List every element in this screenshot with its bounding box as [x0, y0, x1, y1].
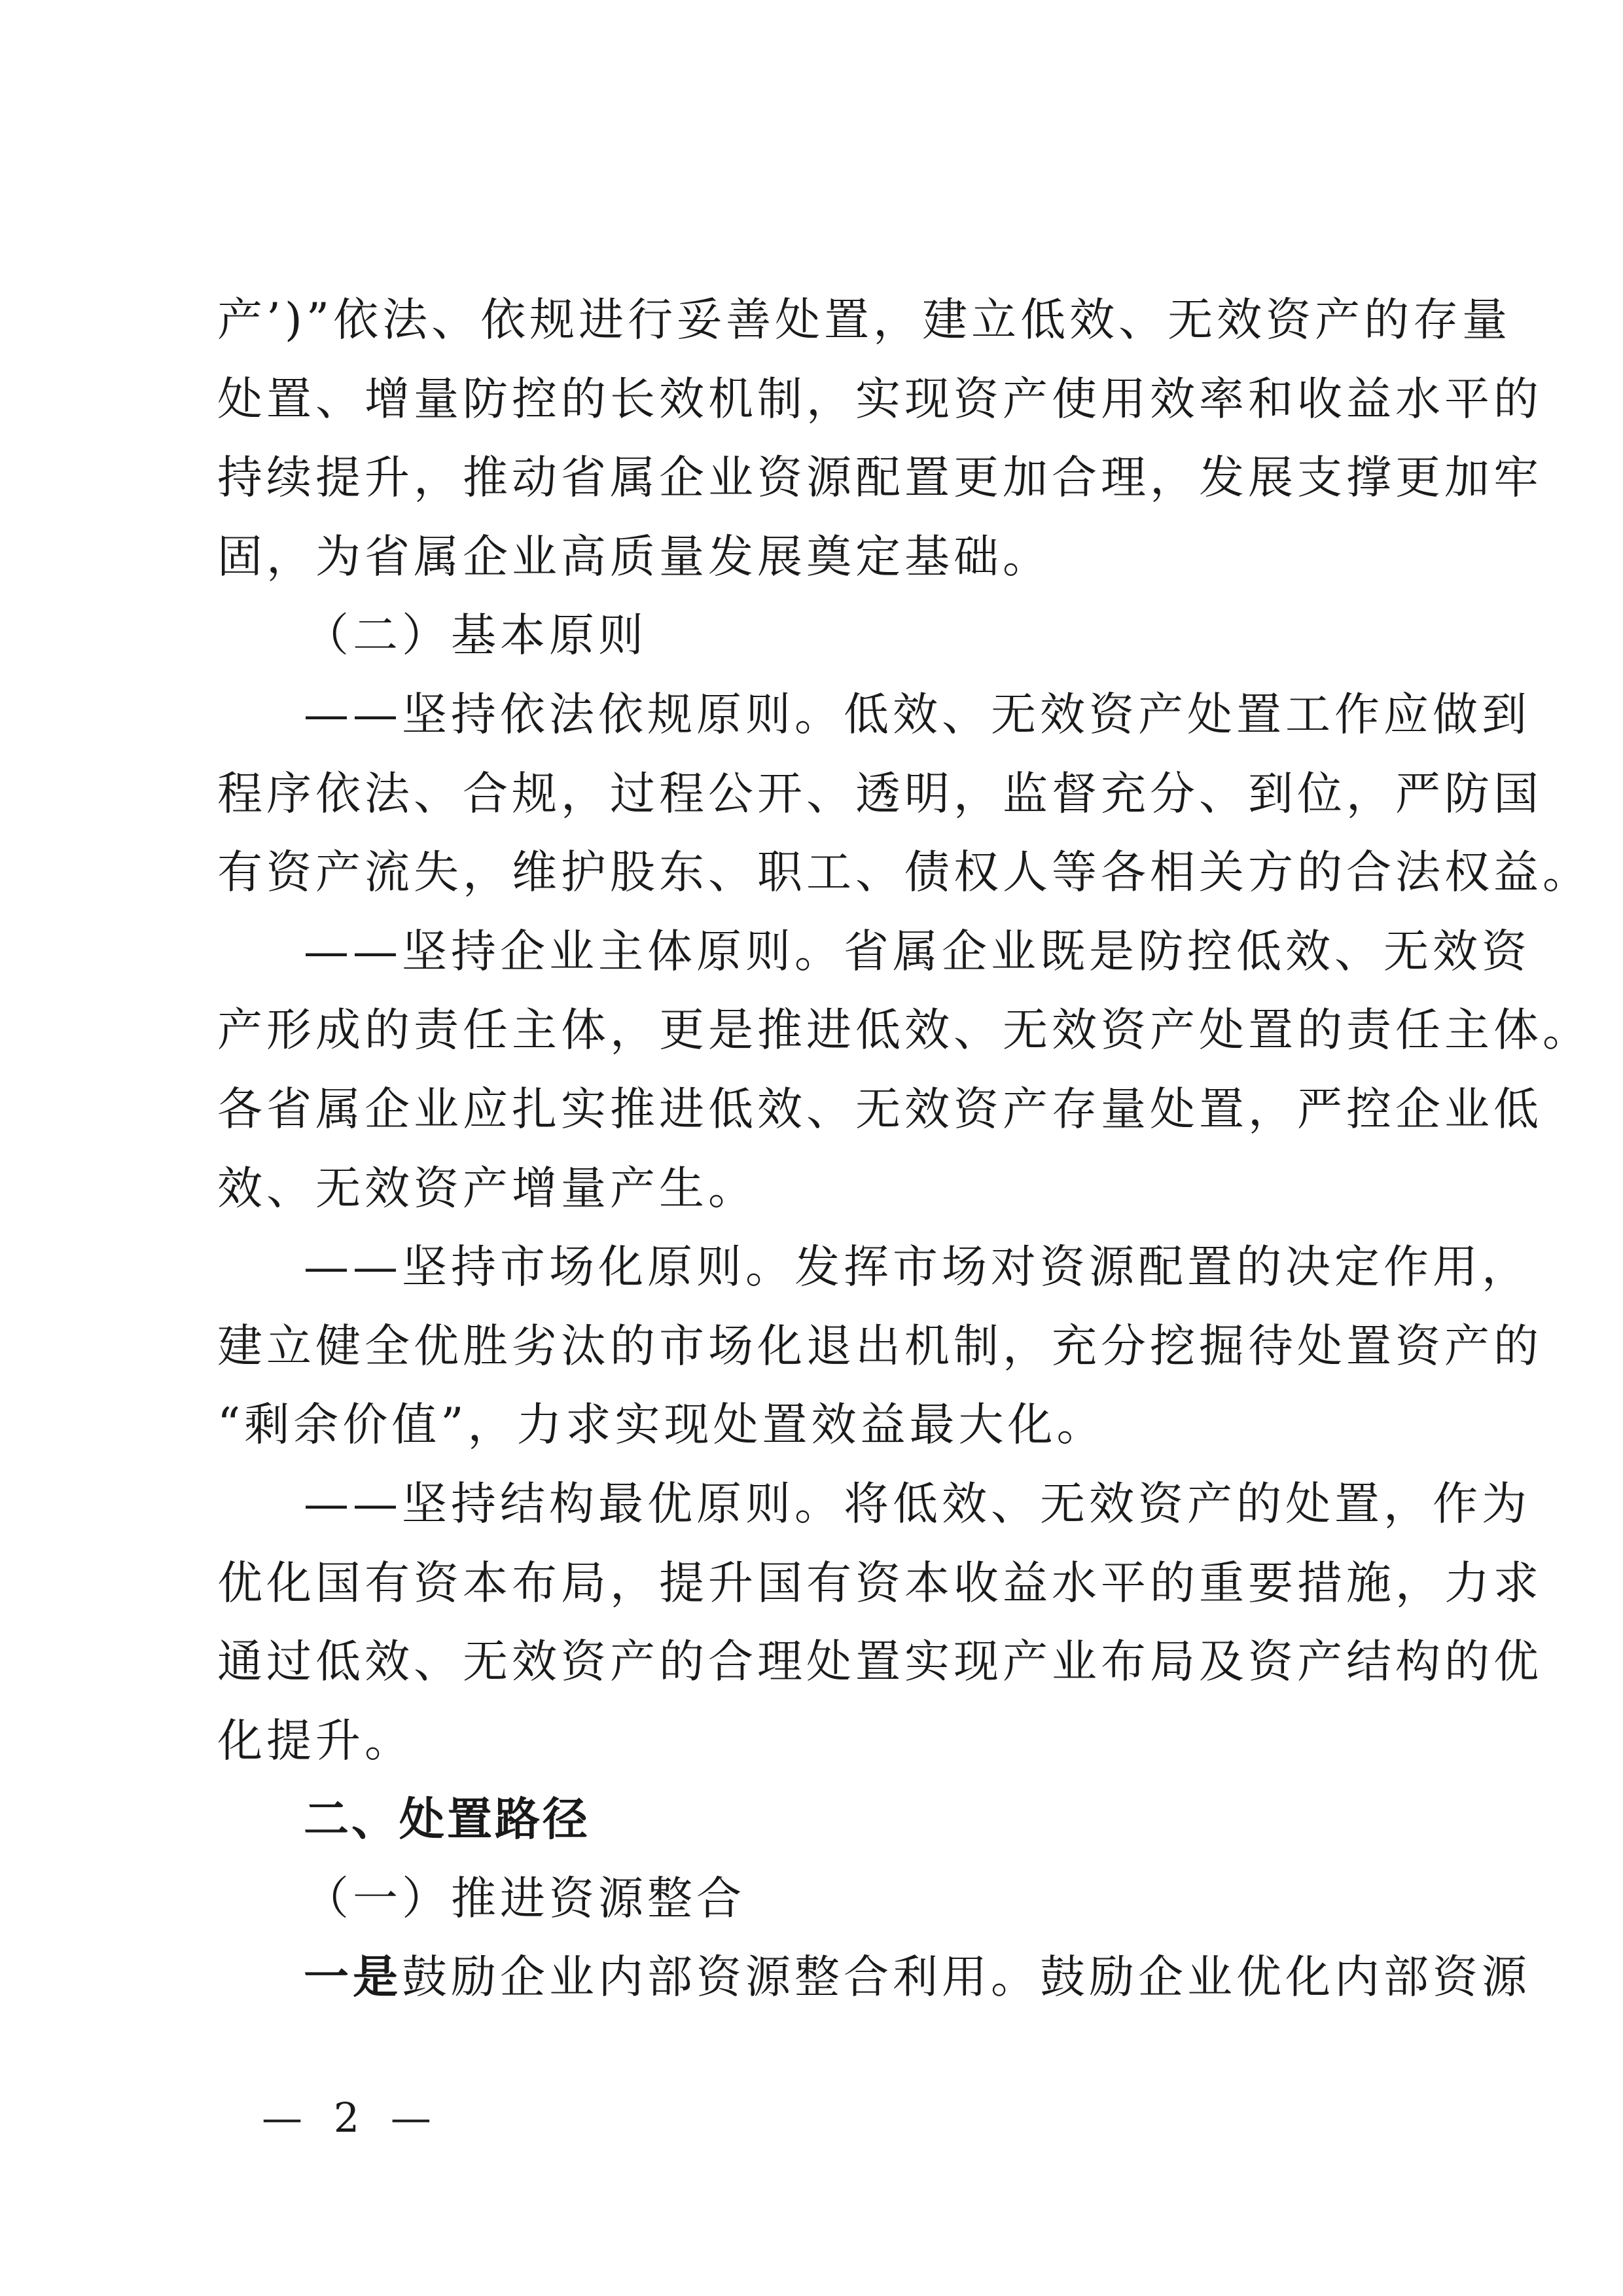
text-line: ——坚持市场化原则。发挥市场对资源配置的决定作用，	[304, 1241, 1531, 1294]
text-line: 建立健全优胜劣汰的市场化退出机制，充分挖掘待处置资产的	[217, 1319, 1543, 1372]
text-line: “剩余价值”，力求实现处置效益最大化。	[217, 1399, 1106, 1452]
text-line: 处置、增量防控的长效机制，实现资产使用效率和收益水平的	[217, 372, 1543, 425]
page-number: — 2 —	[262, 2094, 440, 2142]
text-line: 优化国有资本布局，提升国有资本收益水平的重要措施，力求	[217, 1556, 1543, 1609]
bold-lead-text: 一是	[304, 1951, 402, 2004]
text-line	[217, 1951, 1531, 2032]
text-line: 效、无效资产增量产生。	[217, 1162, 757, 1215]
text-line: 有资产流失，维护股东、职工、债权人等各相关方的合法权益。	[217, 846, 1592, 899]
text-line: 产’)”依法、依规进行妥善处置，建立低效、无效资产的存量	[217, 294, 1512, 346]
text-line: 通过低效、无效资产的合理处置实现产业布局及资产结构的优	[217, 1636, 1543, 1689]
text-line: ——坚持企业主体原则。省属企业既是防控低效、无效资	[304, 925, 1531, 978]
subsection-heading: （二）基本原则	[304, 609, 647, 662]
text-line: 固，为省属企业高质量发展奠定基础。	[217, 530, 1052, 583]
text-line: 程序依法、合规，过程公开、透明，监督充分、到位，严防国	[217, 767, 1543, 820]
line-text: 鼓励企业内部资源整合利用。鼓励企业优化内部资源	[402, 1951, 1531, 2004]
text-line: ——坚持结构最优原则。将低效、无效资产的处置，作为	[304, 1477, 1531, 1530]
text-line: 持续提升，推动省属企业资源配置更加合理，发展支撑更加牢	[217, 452, 1543, 505]
text-line: 化提升。	[217, 1714, 414, 1767]
text-line: 产形成的责任主体，更是推进低效、无效资产处置的责任主体。	[217, 1004, 1592, 1057]
document-body	[217, 294, 1592, 2032]
section-heading: 二、处置路径	[304, 1793, 590, 1846]
text-line: 各省属企业应扎实推进低效、无效资产存量处置，严控企业低	[217, 1083, 1543, 1136]
text-line: ——坚持依法依规原则。低效、无效资产处置工作应做到	[304, 688, 1531, 741]
subsection-heading: （一）推进资源整合	[304, 1872, 745, 1925]
